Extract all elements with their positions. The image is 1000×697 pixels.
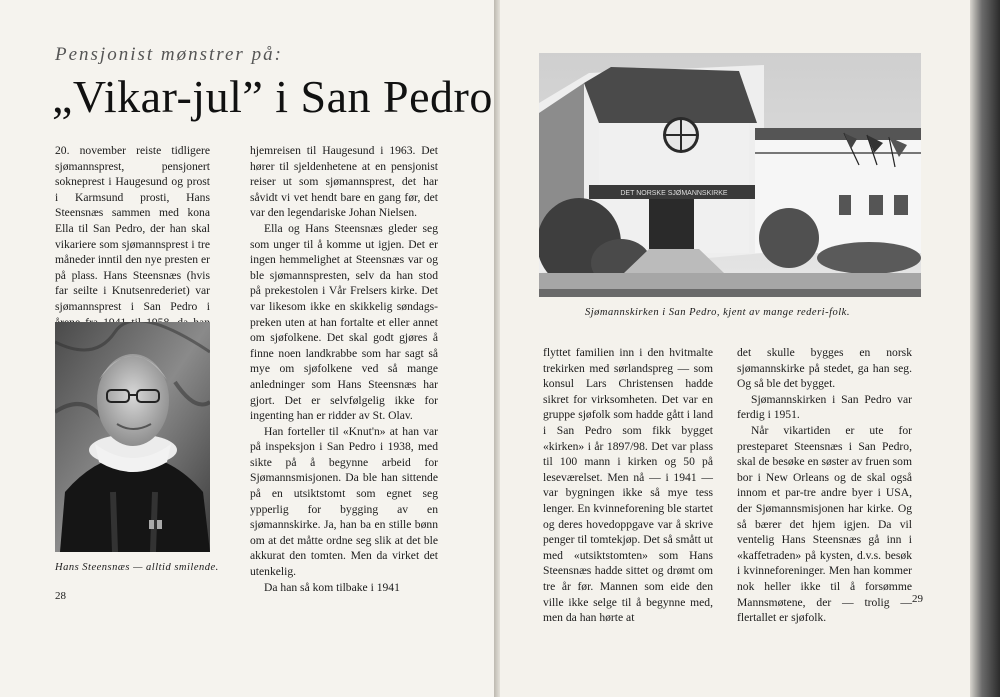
right-page: [500, 0, 970, 697]
church-photo-image: [539, 53, 921, 297]
church-sign-text: DET NORSKE SJØMANNSKIRKE: [620, 190, 728, 197]
paragraph: 20. november reiste tidligere sjømannsprest, pensjonert sokneprest i Haugesund og prost i Karmsund prosti, Hans Steensnæs sammen med kona Ella til San Pedro, der han skal vikariere som sjømannsprest i tre måneder inntil den nye presten er på plass. Hans Steensnæs (hvis far seilte i Knutsenrederiet) var sjømannsprest i San Pedro i: [55, 144, 210, 313]
left-page: [0, 0, 494, 697]
portrait-caption: Hans Steensnæs — alltid smilende.: [55, 562, 219, 573]
page-number: 29: [912, 593, 923, 605]
paragraph: hjemreisen til Haugesund i 1963. Det hører til sjeldenhetene at en pensjonist reiser ut som sjømannsprest, det har såvidt vi vet hendt bare en gang før, det var den legendariske Johan Nielsen.: [250, 144, 438, 220]
left-column-2: [250, 143, 438, 595]
church-photo: [539, 53, 921, 297]
book-edge: [970, 0, 1000, 697]
paragraph: det skulle bygges en norsk sjømannskirke på stedet, ga han seg. Og så ble det bygget.: [737, 346, 912, 391]
paragraph: flyttet familien inn i den hvitmalte trekirken med sørlandspreg — som konsul Lars Christensen hadde sikret for virksomheten. Det var en gruppe sjøfolk som hadde gått i land i San Pedro som fikk bygget «kirken» i år 1897/98. Det var plass til 100 mann i kirken og 50 på leseværelset. Men nå — i 1941 — var bygningen ikke så mye tess lenger. En kvinneforening ble startet og deres hovedoppgave var å skrive penger til tomtekjøp. Det så smått ut med «utsiktstomten» som Hans Steensnæs hadde sittet og drømt om tre år før. Mannen som eide den ville ikke selge til å begynne med, men da han hørte at: [543, 346, 713, 625]
paragraph: Da han så kom tilbake i 1941: [264, 580, 400, 594]
paragraph: Sjømannskirken i San Pedro var ferdig i 1951.: [737, 392, 912, 422]
page-number: 28: [55, 590, 66, 602]
portrait-photo: [55, 322, 210, 552]
left-column-1: [55, 143, 210, 346]
paragraph: Han forteller til «Knut'n» at han var på inspeksjon i San Pedro i 1938, med sikte på å begynne arbeid for Sjømannsmisjonen. Da ble han sittende på en utsiktstomt som egnet seg ypperlig for bygging av en sjømannskirke. Ja, han ba en stille bønn om at det måtte ordne seg slik at det ble akkurat den tomten. Men da virket det utenkelig.: [250, 424, 438, 579]
church-caption: Sjømannskirken i San Pedro, kjent av mange rederi-folk.: [585, 307, 850, 318]
right-column-2: [737, 345, 912, 626]
paragraph: Når vikartiden er ute for presteparet Steensnæs i San Pedro, skal de besøke en søster av fruen som bor i New Orleans og de skal også innom et par-tre andre byer i USA, der Sjømannsmisjonen har kirke. Og så bærer det hjem igjen. Da vil ventelig Hans Steensnæs gå inn i «kaffetraden» på kysten, d.v.s. besøk i kvinneforeninger. Men han kommer nok heller ikke til å forsømme Mannsmøtene, der — trolig — flertallet er sjøfolk.: [737, 423, 912, 625]
paragraph: Ella og Hans Steensnæs gleder seg som unger til å komme ut igjen. Det er ingen hemmelighet at Steensnæs var og ble sjømannspresten, selv da han stod på prekestolen i Vår Frelsers kirke. Det var likesom ikke en skikkelig søndags-preken uten at han fortalte et eller annet om sjøfolkene. Det skal godt gjøres å finne noen landkrabbe som har sagt så mye om sjøfolkene ved så mange anledninger som Hans Steensnæs har gjort. Det er selvfølgelig ikke for ingenting han er ridder av St. Olav.: [250, 221, 438, 423]
article-headline: „Vikar-jul” i San Pedro: [52, 71, 493, 122]
article-kicker: Pensjonist mønstrer på:: [55, 44, 283, 65]
right-column-1: [543, 345, 713, 626]
portrait-photo-image: [55, 322, 210, 552]
